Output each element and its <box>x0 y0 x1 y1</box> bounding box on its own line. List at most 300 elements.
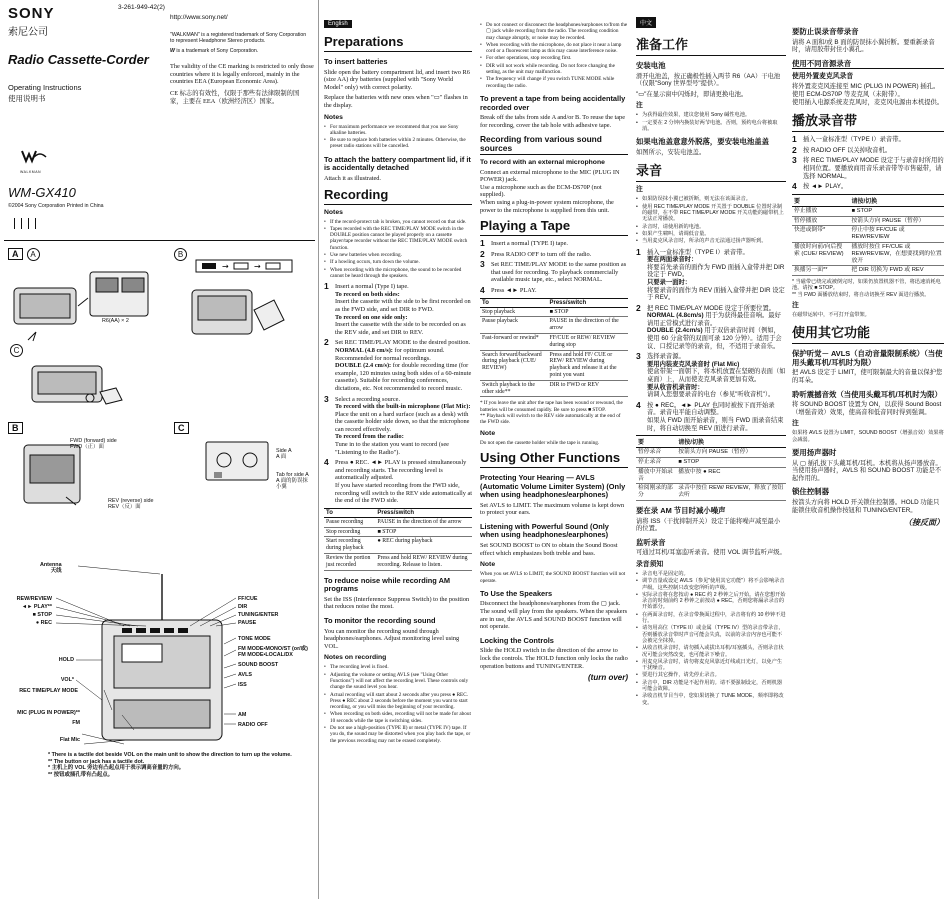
table-cell: 按箭头方向 PAUSE（暂停） <box>849 216 944 226</box>
playing-note: Do not open the cassette holder while the tape is running. <box>480 439 600 446</box>
attach-lid-heading: To attach the battery compartment lid, if it is accidentally detached <box>324 154 471 173</box>
step-text: 选择录音源。 <box>647 353 685 361</box>
cn-avls-heading: 保护听觉－ AVLS（自动音量限制系统）（当使用头戴耳机/耳机时为限） <box>792 349 943 367</box>
table-row <box>636 484 786 501</box>
cn-boost-heading: 聆听震撼音效（当使用头戴耳机/耳机时为限） <box>792 389 942 399</box>
recording-note: • 实际录音将在您按动 ● REC 约 2 秒钟之后开始。请在您想开始录音的时刻前约 2 秒钟之前按动 ● REC，否则您将漏录录音的开始部分。 <box>642 592 786 611</box>
cn-playing-title: 播放录音带 <box>792 110 944 132</box>
step-number: 2 <box>480 248 485 259</box>
op-instructions-en: Operating Instructions <box>8 83 82 92</box>
playing-note-heading: Note <box>480 429 496 437</box>
step-sub-heading: DOUBLE (2.4cm/s) <box>647 327 703 335</box>
battery-note: • 为获得最佳效果，建议您使用 Sony 碱性电池。 <box>642 112 786 118</box>
cn-am-text: 请将 ISS（干扰抑制开关）设定于能将噪声减至最小的位置。 <box>636 517 781 533</box>
walkman-mark-icon: W <box>170 48 175 54</box>
monitor-text: You can monitor the recording sound through headphones/earphones. Adjust monitoring level using VOL. <box>324 627 460 650</box>
step-number: 3 <box>324 393 329 404</box>
cn-battery-notes <box>636 112 786 132</box>
label-radio-off: RADIO OFF <box>238 722 268 728</box>
recording-note: • 录音中，DIR 功能是不起作用的。请不要强制设定，否则机器可能会故障。 <box>642 680 786 693</box>
notes-on-recording <box>324 664 472 744</box>
label-rec: ● REC <box>35 620 52 626</box>
cn-speakers-text: 从 ▢ 插孔拔下头戴耳机/耳机。本机将从扬声器放音。 当使用扬声器时，AVLS 和 SOUND BOOST 功能是不起作用的。 <box>792 459 942 482</box>
recording-note: • 录音时，请使用新的电池。 <box>642 224 786 230</box>
page-title: Radio Cassette-Corder <box>8 52 149 67</box>
cn-ext-heading: 使用外置麦克风录音 <box>792 73 854 81</box>
cn-am-heading: 要在录 AM 节目时减小噪声 <box>636 505 726 515</box>
trademark-logo <box>170 48 312 54</box>
playing-steps <box>480 240 628 295</box>
sony-url: http://www.sony.net/ <box>170 14 228 21</box>
footnote-tactile: ** The button or jack has a tactile dot. <box>48 758 145 765</box>
footnote: ** Playback will switch to the REV side automatically at the end of the FWD side. <box>480 413 621 426</box>
table-cell: Pause recording <box>324 517 375 527</box>
playing-step <box>480 248 628 259</box>
table-header: 请按/切换 <box>676 436 786 448</box>
table-cell: 播放中开始录音 <box>636 467 676 484</box>
figure-battery-insert <box>8 258 156 348</box>
step-sub-heading: 要在两面录音时： <box>647 256 698 264</box>
table-header: Press/switch <box>375 508 472 517</box>
ext-mic-heading: To record with an external microphone <box>480 158 605 166</box>
cn-turn-over: （接反面） <box>904 518 944 528</box>
cn-recording-title: 录音 <box>636 160 786 182</box>
fwd-side-label: FWD (forward) side FWD（正）面 <box>70 438 117 451</box>
step-sub-heading: 只要录一面时： <box>647 278 692 286</box>
table-cell: 换播另一面** <box>792 266 849 276</box>
step-number: 2 <box>324 337 329 348</box>
step-sub-text: 用于双倍录音时间（例如，使用 60 分盒带的双面可录 120 分钟）。适用于会议、口授记录等的录音，但，不适用于录音乐。 <box>647 327 782 350</box>
table-cell: DIR to FWD or REV <box>547 380 628 397</box>
cn-column-1 <box>636 12 786 899</box>
footnote-tactile-cn: ** 按钮或插孔带有凸起点。 <box>48 771 113 778</box>
label-tone-mode: TONE MODE <box>238 636 271 642</box>
footnote: ** 当 FWD 面播放结束时，将自动切换至 REV 面进行播放。 <box>792 291 930 298</box>
step-sub-text: If you have started recording from the FWD side, recording will switch to the REV side automatically at the end of the FWD side. <box>335 482 472 505</box>
step-sub-text: 将要录音的面作为 REV 面插入盒带并把 DIR 设定于 REV。 <box>647 286 785 302</box>
figure-c-circle: C <box>10 344 23 357</box>
step-number: 1 <box>480 238 485 249</box>
figure-b2-label <box>8 418 23 436</box>
table-row <box>324 554 472 571</box>
svg-text:→: → <box>254 262 261 271</box>
recording-note: • If a howling occurs, turn down the volume. <box>330 259 472 265</box>
step-number: 4 <box>480 285 485 296</box>
table-cell: 录音中按住 REW/ REVIEW，释放了按钮去听 <box>676 484 786 501</box>
label-antenna: Antenna 天线 <box>40 562 62 575</box>
op-instructions-cn: 使用说明书 <box>8 94 46 103</box>
battery-notes <box>324 124 472 150</box>
cn-column-2 <box>792 22 944 899</box>
step-number: 3 <box>792 155 797 166</box>
recording-note: • Adjusting the volume or setting AVLS (see "Using Other Functions") will not affect the recording level. These controls only change the sound level you hear. <box>330 672 472 691</box>
table-cell: ■ STOP <box>849 206 944 216</box>
cn-monitor-text: 可通过耳机/耳塞监听录音。使用 VOL 调节监听声级。 <box>636 549 786 557</box>
step-sub-text: 使盒带架一面朝下，将本机放置在坚硬的表面（如桌面）上，从而使麦克风录音更加有效。 <box>647 368 786 384</box>
label-avls: AVLS <box>238 672 252 678</box>
cn-recording-notes <box>636 196 786 244</box>
recording-note: • 要进行其它操作，请先停止录音。 <box>642 672 786 678</box>
recording-note: • For other operations, stop recording first. <box>486 55 628 61</box>
footnote: * If you leave the unit after the tape has been wound or rewound, the batteries will be consumed rapidly. Be sure to press ■ STOP. <box>480 400 623 413</box>
table-cell: Press and hold REW/ REVIEW during recording. Release to listen. <box>375 554 472 571</box>
table-row <box>792 226 944 243</box>
recording-note: • 用麦克风录音时，请勿将麦克风靠近灯线或日光灯，以免产生干扰噪音。 <box>642 659 786 672</box>
table-row <box>324 537 472 554</box>
table-cell: Fast-forward or rewind* <box>480 334 547 351</box>
table-header: 请按/切换 <box>849 194 944 206</box>
battery-label: R6(AA) × 2 <box>102 318 129 324</box>
figure-b-label <box>174 244 187 262</box>
recording-note: • The frequency will change if you switch TUNE MODE while recording the radio. <box>486 76 628 89</box>
footnote-vol-cn: * 主机上的 VOL 旁边有凸起点用于表示调高音量的方向。 <box>48 765 185 772</box>
table-row <box>792 242 944 265</box>
table-cell: Stop playback <box>480 307 547 317</box>
sound-boost-note: When you set AVLS to LIMIT, the SOUND BOOST function will not operate. <box>480 571 626 584</box>
ce-marking-en: The validity of the CE marking is restricted to only those countries where it is legally enforced, mainly in the countries EEA (European Economic Area). <box>170 63 314 86</box>
step-number: 2 <box>636 302 641 313</box>
reduce-noise-heading: To reduce noise while recording AM programs <box>324 575 451 594</box>
figure-cassette-tab <box>204 440 272 484</box>
recording-step <box>636 353 786 399</box>
ce-marking-cn: CE 标志的有效性，仅限于那些有法律限制的国家，主要在 EEA（欧洲经济区）国家。 <box>170 90 300 105</box>
model-name: WM-GX410 <box>8 185 76 200</box>
step-sub-text: for double recording time (for example, 120 minutes using both sides of a 60-minute cassette). Suitable for recording conferences, dictations, etc. Not recommended to record music. <box>335 362 472 392</box>
step-sub-heading: 要从收音机录音时： <box>647 383 704 391</box>
tactile-bars <box>14 218 36 229</box>
table-cell: Search forward/backward during playback (CUE/ REVIEW) <box>480 350 547 380</box>
label-play: ◄► PLAY** <box>21 604 52 610</box>
table-cell: 检阅刚录的部分 <box>636 484 676 501</box>
prevent-recording-text: Break off the tabs from side A and/or B. To reuse the tape for recording, cover the tab hole with adhesive tape. <box>480 114 625 129</box>
cn-prevent-heading: 要防止误录音带录音 <box>792 27 859 36</box>
table-header: To <box>324 508 375 517</box>
recording-note: • 从收音机录音时，请勿插入或拔出耳机/耳塞插头，否则录音状况可能会突然改变，也可能录下噪音。 <box>642 645 786 658</box>
sound-boost-text: Set SOUND BOOST to ON to obtain the Sound Boost effect which emphasizes both treble and bass. <box>480 542 618 557</box>
step-sub-heading: 要用内装麦克风录音时 (Flat Mic) <box>647 360 740 368</box>
recording-note: • Do not use a high-position (TYPE II) or metal (TYPE IV) tape. If you do, the sound may be distorted when you play back the tape, or the previous recording may not be erased completely. <box>330 725 472 744</box>
table-cell: ■ STOP <box>676 457 786 467</box>
step-number: 4 <box>792 181 797 192</box>
step-text: Set REC TIME/PLAY MODE to the same position as that used for recording. To playback commercially available music tape, etc., select NORMAL. <box>491 261 627 284</box>
figure-b2-box: B <box>8 422 23 434</box>
table-cell: 暂停播放 <box>792 216 849 226</box>
step-sub-text: Tune in to the station you want to record (see "Listening to the Radio"). <box>335 441 449 456</box>
table-row <box>480 350 628 380</box>
step-sub-text: 请调入您想要录音的电台（参见"听收音机"）。 <box>647 391 775 399</box>
cn-insert-batteries-text: 滑开电池盖，按正确极性插入两节 R6（AA）干电池（仅限"Sony 世界型号"提供）。 <box>636 72 781 88</box>
recording-note: • Use new batteries when recording. <box>330 252 472 258</box>
table-cell: 快进或倒带* <box>792 226 849 243</box>
recording-note: • When recording with the microphone, the sound to be recorded cannot be heard through the speakers. <box>330 267 472 280</box>
cn-other-title: 使用其它功能 <box>792 322 944 344</box>
label-rec-time: REC TIME/PLAY MODE <box>19 688 78 694</box>
battery-note: • Be sure to replace both batteries within 2 minutes. Otherwise, the preset radio stations will be cancelled. <box>330 137 472 150</box>
playing-step <box>792 144 944 155</box>
sound-boost-heading: Listening with Powerful Sound (Only when using headphones/earphones) <box>480 521 609 540</box>
table-cell: 把 DIR 切换为 FWD 或 REV <box>849 266 944 276</box>
table-cell: Switch playback to the other side** <box>480 380 547 397</box>
table-header: Press/switch <box>547 298 628 307</box>
recording-notes-heading: Notes <box>324 208 343 216</box>
step-text: Insert a normal (Type I) tape. <box>335 283 409 291</box>
label-flat-mic: Flat Mic <box>59 737 80 743</box>
attach-lid-text: Attach it as illustrated. <box>324 174 382 182</box>
table-cell: 停止中按 FF/CUE 或 REW/REVIEW <box>849 226 944 243</box>
recording-note: • 在两面录音时，在录音带换面过程中，录音将有约 10 秒钟不进行。 <box>642 612 786 625</box>
step-sub-heading: To record from the radio: <box>335 433 404 441</box>
label-rew-review: REW/REVIEW <box>16 596 52 602</box>
recording-step <box>324 339 472 392</box>
insert-batteries-heading: To insert batteries <box>324 57 388 66</box>
label-vol: VOL* <box>60 677 74 683</box>
step-sub-heading: To record with the built-in microphone (Flat Mic): <box>335 403 471 411</box>
reduce-noise-text: Set the ISS (Interference Suppress Switch) to the position that reduces noise the most. <box>324 595 470 611</box>
playing-step <box>792 183 944 191</box>
table-row <box>636 448 786 458</box>
recording-note: • If the record-protect tab is broken, you cannot record on that side. <box>330 219 472 225</box>
cn-preparations-title: 准备工作 <box>636 34 786 56</box>
cn-note-text: 如果将 AVLS 设置为 LIMIT，SOUND BOOST（增强音效）效果将会减弱。 <box>792 430 944 443</box>
other-functions-title: Using Other Functions <box>480 450 628 468</box>
label-am: AM <box>238 712 247 718</box>
cn-boost-text: 将 SOUND BOOST 设置为 ON，以获得 Sound Boost（增强音效）效果，使高音和低音同时得到强调。 <box>792 401 942 416</box>
trademark-logo-text: is a trademark of Sony Corporation. <box>176 48 259 54</box>
playing-step <box>792 136 944 144</box>
table-row <box>480 317 628 334</box>
table-cell: ■ STOP <box>375 527 472 537</box>
recording-note: • 录收音机节目当中，您如果切换了 TUNE MODE，频率即将改变。 <box>642 693 786 706</box>
step-sub-text: Insert the cassette with the side to be first recorded on as the FWD side, and set DIR to FWD. <box>335 298 471 313</box>
step-sub-text: for optimum sound. Recommended for normal recordings. <box>335 346 445 362</box>
table-cell: ■ STOP <box>547 307 628 317</box>
table-row <box>480 380 628 397</box>
step-sub-text: 如果从 FWD 面开始录音，则当 FWD 面录音结束时，将自动切换至 REV 面进行录音。 <box>647 417 784 432</box>
figure-battery-indicator <box>194 258 294 274</box>
cn-playing-steps <box>792 136 944 191</box>
cn-playing-note: 在磁带运转中，不可打开盒带架。 <box>792 311 870 318</box>
label-mic: MIC (PLUG IN POWER)** <box>17 710 80 716</box>
cn-recording-steps <box>636 246 786 433</box>
step-text: Press ◄► PLAY. <box>491 287 537 295</box>
label-dir: DIR <box>238 604 248 610</box>
battery-note: • 一定要在 2 分钟内换装好两节电池。否则，预约电台将被取消。 <box>642 120 786 133</box>
step-text: 把 REC TIME/PLAY MODE 设定于所要位置。 <box>647 304 776 312</box>
cn-replace-text: "▭"在显示窗中闪烁时，即请更换电池。 <box>636 90 748 98</box>
speakers-heading: To Use the Speakers <box>480 588 553 598</box>
turn-over: (turn over) <box>588 673 628 683</box>
recording-note: • Do not connect or disconnect the headphones/earphones to/from the ▢ jack while recording from the radio. The recording condition may change abruptly, or noise may be recorded. <box>486 22 628 41</box>
recording-note: • 调节音量或设定 AVLS（参见"使用其它功能"）将不会影响录音声级。这些控制只改变您所听的声级。 <box>642 578 786 591</box>
step-text: Press ● REC. ◄► PLAY is pressed simultaneously and recording starts. The recording level is automatically adjusted. <box>335 459 467 482</box>
recording-step <box>324 459 472 505</box>
label-iss: ISS <box>238 682 247 688</box>
step-number: 3 <box>480 259 485 270</box>
copyright: ©2004 Sony Corporation Printed in China <box>8 203 104 209</box>
step-number: 4 <box>324 457 329 468</box>
cn-rnotes-heading: 录音须知 <box>636 560 664 568</box>
step-sub-heading: NORMAL (4.8 cm/s): <box>335 346 393 354</box>
step-text: 将 REC TIME/PLAY MODE 设定于与录音时所用的相同位置。要播放商用音乐录音带等市售磁带，请选择 NORMAL。 <box>803 157 944 180</box>
cn-playing-footnotes <box>792 279 944 298</box>
label-fm-mode: FM MODE•MONO/ST (or/或) FM MODE•LOCAL/DX <box>238 646 308 659</box>
avls-heading: Protecting Your Hearing — AVLS (Automatic Volume Limiter System) (Only when using headphones/earphones) <box>480 472 626 500</box>
table-cell: FF/CUE or REW/ REVIEW during stop <box>547 334 628 351</box>
various-sources-heading: Recording from various sound sources <box>480 135 628 154</box>
recording-step <box>636 302 786 351</box>
table-cell: Press and hold FF/ CUE or REW/ REVIEW during playback and release it at the point you want <box>547 350 628 380</box>
part-number: 3-261-949-42(2) <box>118 4 165 11</box>
walkman-logo-text: WALKMAN <box>20 170 42 174</box>
recording-note: • When recording on both sides, recording will not be made for about 10 seconds while the tape is switching sides. <box>330 711 472 724</box>
recording-note: • 使用 REC TIME/PLAY MODE 开关置于 DOUBLE 位置时录制的磁带，在不带 REC TIME/PLAY MODE 开关功能的磁带机上无法正常播放。 <box>642 204 786 223</box>
table-cell: 停止录音 <box>636 457 676 467</box>
playing-tape-title: Playing a Tape <box>480 218 628 236</box>
cn-ext-text: 将外置麦克风连接至 MIC (PLUG IN POWER) 插孔。 使用 ECM-DS70P 等麦克风（未附带）。 使用插入电源系统麦克风时，麦克风电源由本机提供。 <box>792 83 944 106</box>
step-sub-text: Place the unit on a hard surface (such as a desk) with the cassette holder side down, so that the microphone can record effectively. <box>335 410 470 433</box>
recording-step <box>324 283 472 336</box>
trademark-column <box>118 0 316 240</box>
step-sub-heading: To record on one side only: <box>335 313 408 321</box>
more-recording-notes <box>480 22 628 89</box>
figure-a-circle: A <box>27 248 40 261</box>
table-cell: 停止播放 <box>792 206 849 216</box>
cn-lid-text: 如图所示，安装电池盖。 <box>636 148 706 156</box>
table-row <box>792 206 944 216</box>
brand-cn: 索尼公司 <box>8 27 48 38</box>
speakers-text: Disconnect the headphones/earphones from the ▢ jack. The sound will play from the speakers. When the speakers are in use, the AVLS and SOUND BOOST function will not operate. <box>480 600 628 631</box>
cn-monitor-heading: 监听录音 <box>636 537 666 547</box>
battery-notes-heading: Notes <box>324 113 343 121</box>
recording-note: • 请勿用高位（TYPE II）或金属（TYPE IV）型的录音带录音，否则播放录音带时声音可能会失真，以前的录音内容也可能不会被完全抹掉。 <box>642 625 786 644</box>
table-cell: Pause playback <box>480 317 547 334</box>
playing-step <box>792 157 944 180</box>
prevent-recording-heading: To prevent a tape from being accidentally recorded over <box>480 93 626 112</box>
cn-notes-heading: 注 <box>636 102 643 110</box>
label-pause: PAUSE <box>238 620 257 626</box>
recording-note: • Tapes recorded with the REC TIME/PLAY MODE switch in the DOUBLE position cannot be played properly on a cassette player/tape recorder without the REC TIME/PLAY MODE switch function. <box>330 226 472 251</box>
insert-batteries-text: Slide open the battery compartment lid, and insert two R6 (size AA) dry batteries (supplied with "Sony World Model" only) with correct polarity. <box>324 68 470 91</box>
recording-note: • 如果产生啸叫，请调低音量。 <box>642 231 786 237</box>
step-text: 插入一盒标准型（TYPE I）录音带。 <box>647 248 749 256</box>
cn-recording-rules <box>636 571 786 706</box>
replace-batteries-text: Replace the batteries with new ones when "▭" flashes in the display. <box>324 94 468 109</box>
step-number: 1 <box>792 134 797 145</box>
footnote-vol: * There is a tactile dot beside VOL on the main unit to show the direction to turn up the volume. <box>48 752 292 758</box>
cn-recording-table <box>636 435 786 501</box>
table-header: 要 <box>792 194 849 206</box>
step-sub-heading: DOUBLE (2.4 cm/s): <box>335 362 392 370</box>
table-cell: Stop recording <box>324 527 375 537</box>
cn-playing-note-heading: 注 <box>792 301 799 309</box>
table-cell: ● REC during playback <box>375 537 472 554</box>
table-row <box>480 307 628 317</box>
sony-logo: SONY <box>8 5 55 22</box>
recording-title: Recording <box>324 187 472 205</box>
preparations-title: Preparations <box>324 34 472 52</box>
recording-table <box>324 508 472 571</box>
recording-step <box>636 399 786 432</box>
label-ff-cue: FF/CUE <box>238 596 258 602</box>
table-row <box>324 527 472 537</box>
playing-table <box>480 298 628 398</box>
table-cell: 播放中按 ● REC <box>676 467 786 484</box>
cn-lid-heading: 如果电池盖意意外脱落，要安装电池盖盖 <box>636 137 770 147</box>
rev-side-label: REV (reverse) side REV（反）面 <box>108 498 154 511</box>
cn-insert-batteries-heading: 安装电池 <box>636 61 666 70</box>
table-row <box>480 334 628 351</box>
avls-text: Set AVLS to LIMIT. The maximum volume is kept down to protect your ears. <box>480 501 625 517</box>
figure-c2-label <box>174 418 189 436</box>
figure-c2-box: C <box>174 422 189 434</box>
cn-lock-heading: 锁住控制器 <box>792 487 829 497</box>
figure-a-box: A <box>8 248 23 260</box>
table-cell: PAUSE in the direction of the arrow <box>547 317 628 334</box>
notes-on-recording-heading: Notes on recording <box>324 654 387 662</box>
lang-tag-en: English <box>324 20 352 28</box>
figure-footnotes <box>48 752 308 778</box>
step-number: 3 <box>636 351 641 362</box>
locking-text: Slide the HOLD switch in the direction of the arrow to lock the controls. The HOLD function only locks the radio operation buttons and TUNING/ENTER. <box>480 647 628 670</box>
playing-step <box>480 240 628 248</box>
playing-step <box>480 287 628 295</box>
recording-note: • Actual recording will start about 2 seconds after you press ● REC. Press ● REC about 2 seconds before the moment you want to start recording, or you will miss the beginning of your recording. <box>330 692 472 711</box>
recording-step <box>324 393 472 457</box>
table-header: To <box>480 298 547 307</box>
en-column-1 <box>324 12 472 899</box>
locking-heading: Locking the Controls <box>480 635 554 645</box>
label-hold: HOLD <box>58 657 74 663</box>
monitor-heading: To monitor the recording sound <box>324 615 436 625</box>
sound-boost-note-heading: Note <box>480 561 496 569</box>
en-column-2 <box>480 22 628 899</box>
side-a-label: Side A A 面 <box>276 448 292 461</box>
table-cell: Review the portion just recorded <box>324 554 375 571</box>
ext-mic-text: Connect an external microphone to the MIC (PLUG IN POWER) jack. Use a microphone such as the ECM-DS70P (not supplied). When using a plug-in-power system microphone, the power to the microphone is supplied from this unit. <box>480 168 620 214</box>
recording-step <box>636 246 786 302</box>
table-cell: 播放时向前/向后搜索 (CUE/ REVIEW) <box>792 242 849 265</box>
svg-text:→: → <box>222 262 229 271</box>
recording-note: • When recording with the microphone, do not place it near a lamp cord or a fluorescent lamp as this may cause interference noise. <box>486 42 628 55</box>
recording-note: • The recording level is fixed. <box>330 664 472 670</box>
table-row <box>324 517 472 527</box>
trademark-walkman: "WALKMAN" is a registered trademark of Sony Corporation to represent Headphone Stereo products. <box>170 32 307 45</box>
step-number: 4 <box>636 399 641 410</box>
step-text: Press RADIO OFF to turn off the radio. <box>491 250 592 258</box>
step-text: Insert a normal (TYPE I) tape. <box>491 240 568 248</box>
cn-speakers-heading: 要用扬声器时 <box>792 448 837 458</box>
playing-step <box>480 261 628 284</box>
walkman-logo <box>20 147 50 174</box>
recording-steps <box>324 283 472 505</box>
table-header: 要 <box>636 436 676 448</box>
step-sub-heading: To record on both sides: <box>335 290 400 298</box>
figure-lid <box>182 280 292 344</box>
recording-note: • 录音电平是固定的。 <box>642 571 786 577</box>
step-text: 按 ● REC。◄► PLAY 也同时被按下而开始录音。录音电平能自动调整。 <box>647 401 775 417</box>
table-cell: 暂停录音 <box>636 448 676 458</box>
step-text: 插入一盒标准型（TYPE I）录音带。 <box>803 136 905 144</box>
figures-area <box>4 240 316 895</box>
recording-notes <box>324 219 472 280</box>
step-text: 按 RADIO OFF 以关掉收音机。 <box>803 146 892 154</box>
step-text: Select a recording source. <box>335 395 401 403</box>
cn-note-heading: 注 <box>792 420 799 428</box>
label-tuning: TUNING/ENTER <box>238 612 279 618</box>
label-sound-boost: SOUND BOOST <box>238 662 279 668</box>
cn-lock-text: 按箭头方向将 HOLD 开关锁住控制器。HOLD 功能只能锁住收音机操作按钮和 TUNING/ENTER。 <box>792 499 940 514</box>
recording-note: • 当用麦克风录音时，所录的声音无法通过扬声器听到。 <box>642 238 786 244</box>
